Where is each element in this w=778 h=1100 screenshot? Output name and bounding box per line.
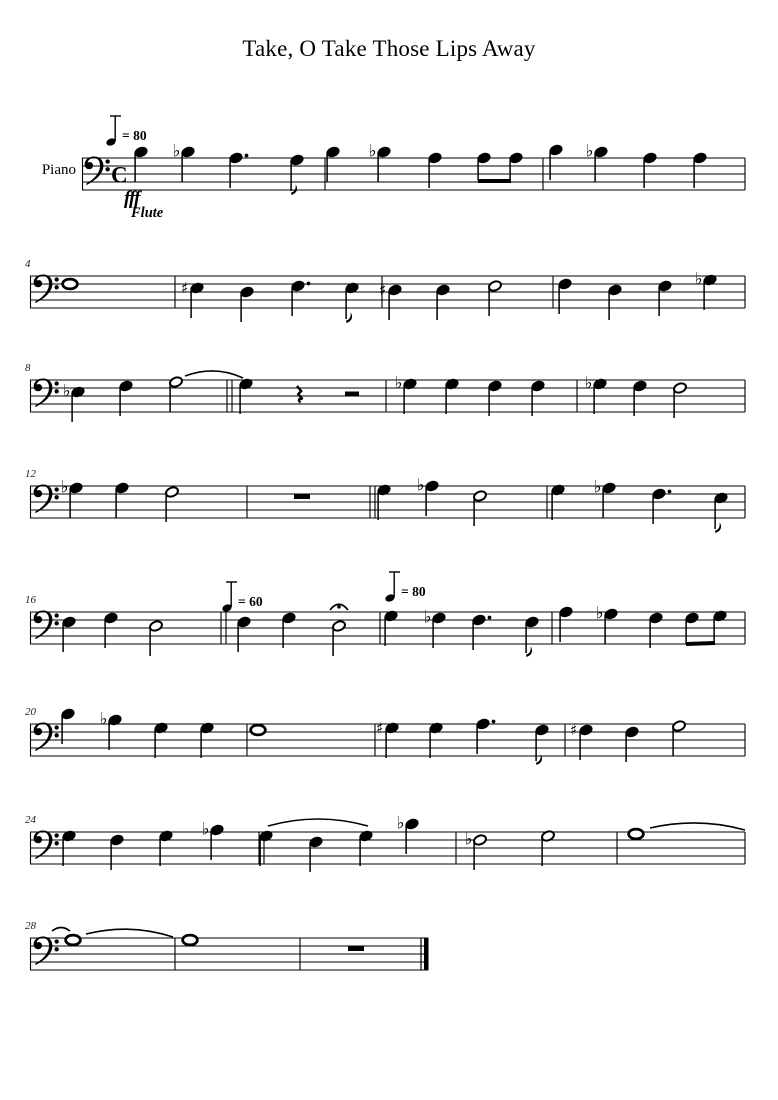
fermata-dot <box>337 605 341 609</box>
bass-clef-dot <box>54 841 58 845</box>
bass-clef-dot <box>54 487 58 491</box>
system-3 <box>25 362 745 422</box>
instrument-label: Piano <box>41 162 76 178</box>
flat-sign: ♭ <box>464 829 473 850</box>
note <box>608 284 623 320</box>
note <box>110 834 125 870</box>
bass-clef-dot <box>54 621 58 625</box>
system-6 <box>25 706 745 765</box>
note <box>376 719 399 758</box>
bass-clef-icon <box>34 830 59 859</box>
whole-note-head <box>251 725 266 735</box>
bass-clef-dot <box>54 277 58 281</box>
note <box>713 610 728 643</box>
tempo-text: = 80 <box>401 584 426 599</box>
note <box>473 490 488 526</box>
flat-sign: ♭ <box>593 477 602 498</box>
bass-clef-body <box>34 722 53 751</box>
measure-number: 20 <box>25 706 36 718</box>
measure-number: 12 <box>25 468 36 480</box>
note <box>672 720 687 756</box>
note <box>488 380 503 416</box>
tie <box>185 371 243 378</box>
bass-clef-body <box>34 274 53 303</box>
note <box>594 478 617 519</box>
whole-note-head <box>63 279 78 289</box>
note <box>104 612 119 648</box>
augmentation-dot <box>307 282 311 286</box>
note <box>66 935 81 945</box>
note <box>61 708 76 744</box>
sharp-sign: ♯ <box>376 719 384 737</box>
whole-rest <box>294 494 310 499</box>
bass-clef-icon <box>85 156 110 185</box>
note <box>237 616 252 652</box>
measure-number: 8 <box>25 362 31 374</box>
note <box>488 280 503 316</box>
note <box>549 144 564 180</box>
note <box>100 710 123 751</box>
bass-clef-dot <box>54 495 58 499</box>
note <box>476 718 496 754</box>
bass-clef-body <box>34 484 53 513</box>
final-barline-thick <box>424 938 429 971</box>
bass-clef-icon <box>34 378 59 407</box>
note <box>559 606 574 642</box>
tie <box>52 928 70 932</box>
note <box>531 380 546 416</box>
note <box>183 935 198 945</box>
half-rest <box>345 392 359 397</box>
note <box>149 620 164 656</box>
note <box>714 492 729 533</box>
flat-sign: ♭ <box>99 709 108 730</box>
bass-clef-dot <box>54 733 58 737</box>
bass-clef-dot <box>54 613 58 617</box>
system-8 <box>25 920 429 971</box>
note <box>693 152 708 188</box>
eighth-flag <box>346 312 352 323</box>
augmentation-dot <box>668 490 672 494</box>
note <box>240 286 255 322</box>
note <box>436 284 451 320</box>
bass-clef-body <box>34 610 53 639</box>
augmentation-dot <box>245 154 249 158</box>
flat-sign: ♭ <box>368 141 377 162</box>
system-2 <box>25 258 745 323</box>
note <box>251 725 266 735</box>
note <box>658 280 673 316</box>
tempo-marking <box>384 572 426 603</box>
system-7 <box>25 814 745 873</box>
note <box>309 836 324 872</box>
bass-clef-body <box>34 936 53 965</box>
note <box>428 152 443 188</box>
beam <box>686 641 715 646</box>
bass-clef-icon <box>34 722 59 751</box>
dynamic-marking: fff <box>124 188 140 209</box>
note <box>625 726 640 762</box>
system-1 <box>82 116 745 195</box>
bass-clef-dot <box>54 381 58 385</box>
measure-number: 24 <box>25 814 36 826</box>
note <box>173 142 196 183</box>
note <box>326 146 341 182</box>
note <box>169 376 184 412</box>
note <box>229 152 249 188</box>
tie <box>86 929 173 937</box>
bass-clef-body <box>34 830 53 859</box>
flat-sign: ♭ <box>172 141 181 162</box>
note <box>345 282 360 323</box>
common-time-signature: C <box>111 162 128 188</box>
sharp-sign: ♯ <box>181 279 189 297</box>
flat-sign: ♭ <box>416 475 425 496</box>
note <box>652 488 672 524</box>
measure-number: 16 <box>25 594 36 606</box>
bass-clef-body <box>34 378 53 407</box>
system-4 <box>25 468 745 533</box>
bass-clef-dot <box>54 725 58 729</box>
flat-sign: ♭ <box>394 373 403 394</box>
flat-sign: ♭ <box>60 477 69 498</box>
bass-clef-icon <box>34 936 59 965</box>
tempo-marking <box>221 582 263 613</box>
instrument-change-label: Flute <box>131 205 164 221</box>
flat-sign: ♭ <box>62 381 71 402</box>
bass-clef-dot <box>54 285 58 289</box>
tempo-text: = 80 <box>122 128 147 143</box>
piece-title: Take, O Take Those Lips Away <box>242 36 536 61</box>
note <box>291 280 311 316</box>
note <box>119 380 134 416</box>
bass-clef-dot <box>105 167 109 171</box>
note <box>181 279 204 318</box>
flat-sign: ♭ <box>423 607 432 628</box>
note <box>596 604 619 645</box>
measure-number: 4 <box>25 258 31 270</box>
flat-sign: ♭ <box>201 819 210 840</box>
note <box>62 616 77 652</box>
note <box>134 146 149 182</box>
sharp-sign: ♯ <box>379 281 387 299</box>
sharp-sign: ♯ <box>570 721 578 739</box>
measure-number: 28 <box>25 920 36 932</box>
note <box>673 382 688 418</box>
bass-clef-icon <box>34 274 59 303</box>
bass-clef-dot <box>105 159 109 163</box>
bass-clef-dot <box>54 389 58 393</box>
bass-clef-body <box>85 156 104 185</box>
note <box>282 612 297 648</box>
tempo-text: = 60 <box>238 594 263 609</box>
note <box>558 278 573 314</box>
flat-sign: ♭ <box>585 141 594 162</box>
bass-clef-icon <box>34 610 59 639</box>
tie <box>650 823 745 830</box>
bass-clef-dot <box>54 939 58 943</box>
whole-note-head <box>66 935 81 945</box>
flat-sign: ♭ <box>396 813 405 834</box>
whole-note-head <box>629 829 644 839</box>
eighth-flag <box>526 646 532 657</box>
note <box>63 279 78 289</box>
note <box>643 152 658 188</box>
note <box>472 614 492 650</box>
tie <box>268 819 368 826</box>
system-5 <box>25 572 745 657</box>
note <box>61 478 84 519</box>
whole-rest <box>348 946 364 951</box>
note <box>332 620 347 656</box>
flat-sign: ♭ <box>595 603 604 624</box>
whole-note-head <box>183 935 198 945</box>
augmentation-dot <box>492 720 496 724</box>
note <box>535 724 550 765</box>
note <box>633 380 648 416</box>
fermata-icon <box>330 604 348 610</box>
tempo-marking <box>105 116 147 147</box>
note <box>165 486 180 522</box>
augmentation-dot <box>488 616 492 620</box>
note <box>115 482 130 518</box>
note <box>649 612 664 648</box>
bass-clef-icon <box>34 484 59 513</box>
flat-sign: ♭ <box>694 269 703 290</box>
eighth-flag <box>715 522 721 533</box>
bass-clef-dot <box>54 947 58 951</box>
bass-clef-dot <box>54 833 58 837</box>
note <box>369 142 392 183</box>
flat-sign: ♭ <box>584 373 593 394</box>
beam <box>478 179 511 183</box>
note <box>586 142 609 183</box>
note <box>629 829 644 839</box>
